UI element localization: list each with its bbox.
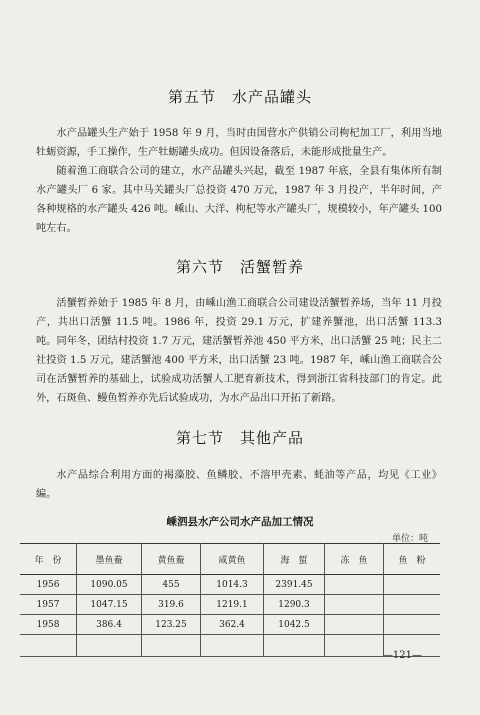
table-cell bbox=[384, 575, 441, 595]
table-cell bbox=[77, 635, 142, 657]
table-header-row bbox=[20, 544, 440, 575]
table-cell bbox=[384, 595, 441, 615]
table-cell bbox=[325, 575, 384, 595]
table-cell: 123.25 bbox=[142, 615, 201, 635]
table-empty-row bbox=[20, 635, 440, 657]
table-cell: 1014.3 bbox=[201, 575, 264, 595]
table-caption: 嵊泗县水产公司水产品加工情况 bbox=[166, 516, 314, 528]
table-cell: 1290.3 bbox=[264, 595, 325, 615]
table-cell: 1958 bbox=[36, 619, 60, 630]
table-cell bbox=[142, 635, 201, 657]
section-6-paragraph-1: 活蟹暂养始于 1985 年 8 月，由嵊山渔工商联合公司建设活蟹暂养场，当年 11 月投产，共出口活蟹 11.5 吨。1986 年，投资 29.1 万元，扩建养蟹池，出口活蟹 113.3 吨。同年冬，团结村投资 1.7 万元，建活蟹暂养池 450 平方米，出口活蟹 25 吨；民主二社投资 1.5 万元，建活蟹池 400 平方米，出口活蟹 23 吨。1987 年，嵊山渔工商联合公司在活蟹暂养的基础上，试验成功活蟹人工肥育新技术，得到浙江省科技部门的肯定。此外，石斑鱼、鳗鱼暂养亦先后试验成功，为水产品出口开拓了新路。 bbox=[36, 298, 442, 404]
header-cuttlefish: 墨鱼鲞 bbox=[77, 544, 142, 575]
table-cell: 319.6 bbox=[142, 595, 201, 615]
table-cell: 386.4 bbox=[77, 615, 142, 635]
table-cell bbox=[325, 615, 384, 635]
table-cell bbox=[325, 635, 384, 657]
header-frozen-fish: 冻 鱼 bbox=[325, 544, 384, 575]
table-cell bbox=[384, 615, 441, 635]
table-cell: 1047.15 bbox=[77, 595, 142, 615]
table-cell: 1956 bbox=[36, 579, 60, 590]
header-year: 年 份 bbox=[34, 555, 62, 566]
table-cell bbox=[325, 595, 384, 615]
table-cell: 1957 bbox=[36, 599, 60, 610]
header-jellyfish: 海 蜇 bbox=[264, 544, 325, 575]
table-row bbox=[20, 595, 440, 615]
section-7-title: 第七节 其他产品 bbox=[175, 429, 304, 447]
table-cell: 455 bbox=[142, 575, 201, 595]
table-cell: 1042.5 bbox=[264, 615, 325, 635]
section-6-title: 第六节 活蟹暂养 bbox=[175, 258, 304, 276]
table-cell: 1090.05 bbox=[77, 575, 142, 595]
section-5-paragraph-2: 随着渔工商联合公司的建立，水产品罐头兴起，截至 1987 年底，全县有集体所有制水产罐头厂 6 家。其中马关罐头厂总投资 470 万元，1987 年 3 月投产，半年时间，产各种规格的水产罐头 426 吨。嵊山、大洋、枸杞等水产罐头厂，规模较小，年产罐头 100 吨左右。 bbox=[36, 166, 442, 234]
table-cell bbox=[20, 635, 77, 657]
table-cell: 1219.1 bbox=[201, 595, 264, 615]
table-cell: 2391.45 bbox=[264, 575, 325, 595]
table-cell bbox=[264, 635, 325, 657]
header-yellow-croaker: 黄鱼鲞 bbox=[142, 544, 201, 575]
section-6-body bbox=[36, 294, 442, 408]
section-5-paragraph-1: 水产品罐头生产始于 1958 年 9 月，当时由国营水产供销公司枸杞加工厂，利用当地牡蛎资源，手工操作，生产牡蛎罐头成功。但因设备落后，未能形成批量生产。 bbox=[36, 128, 442, 158]
page-number: —121— bbox=[382, 650, 422, 661]
table-row bbox=[20, 615, 440, 635]
processing-table bbox=[20, 543, 440, 657]
section-5-body bbox=[36, 124, 442, 238]
header-fish-meal: 鱼 粉 bbox=[384, 544, 441, 575]
section-7-body bbox=[36, 466, 442, 504]
section-7-paragraph-1: 水产品综合利用方面的褐藻胶、鱼鳞胶、不溶甲壳素、蚝油等产品，均见《工业》编。 bbox=[36, 470, 442, 500]
table-cell: 362.4 bbox=[201, 615, 264, 635]
header-salted-croaker: 咸黄鱼 bbox=[201, 544, 264, 575]
table-cell bbox=[201, 635, 264, 657]
table-unit: 单位：吨 bbox=[391, 534, 428, 544]
table-row bbox=[20, 575, 440, 595]
section-5-title: 第五节 水产品罐头 bbox=[167, 88, 312, 106]
